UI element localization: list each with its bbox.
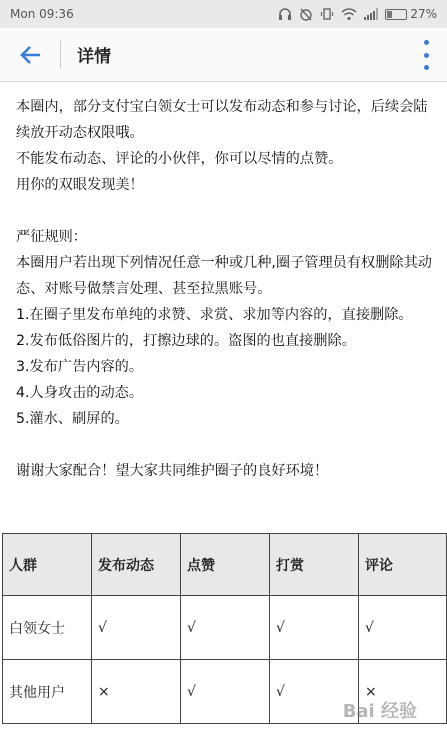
status-icons (278, 7, 437, 21)
rules-intro: 本圈用户若出现下列情况任意一种或几种,圈子管理员有权删除其动态、对账号做禁言处理、甚至拉黑账号。 (16, 255, 432, 297)
watermark: Bai 经验 (342, 701, 417, 722)
table-cell: √ (181, 660, 270, 724)
intro-line: 用你的双眼发现美！ (16, 177, 144, 193)
table-header: 打赏 (270, 534, 359, 596)
table-header: 发布动态 (92, 534, 181, 596)
table-row (3, 596, 447, 660)
arrow-left-icon (19, 45, 41, 65)
rule-item: 1.在圈子里发布单纯的求赞、求赏、求加等内容的，直接删除。 (16, 307, 413, 323)
more-options-button[interactable] (419, 40, 433, 70)
rule-item: 4.人身攻击的动态。 (16, 385, 144, 401)
table-header: 人群 (3, 534, 92, 596)
more-vert-icon (424, 40, 429, 45)
rule-item: 5.灌水、刷屏的。 (16, 411, 129, 427)
intro-line: 本圈内，部分支付宝白领女士可以发布动态和参与讨论，后续会陆续放开动态权限哦。 (16, 99, 428, 141)
back-button[interactable] (0, 28, 60, 82)
status-bar (0, 0, 447, 28)
rule-item: 3.发布广告内容的。 (16, 359, 144, 375)
table-cell: 其他用户 (3, 660, 92, 724)
table-cell: √ (270, 596, 359, 660)
table-cell: √ (359, 596, 447, 660)
wifi-icon (341, 8, 357, 21)
table-cell: × (359, 660, 447, 724)
alarm-off-icon (299, 7, 313, 21)
table-header-row (3, 534, 447, 596)
table-cell: 白领女士 (3, 596, 92, 660)
table-cell: √ (92, 596, 181, 660)
rule-item: 2.发布低俗图片的，打擦边球的。盗图的也直接删除。 (16, 333, 356, 349)
signal-icon (364, 8, 378, 20)
vibrate-icon (320, 7, 334, 21)
table-cell: √ (181, 596, 270, 660)
intro-line: 不能发布动态、评论的小伙伴，你可以尽情的点赞。 (16, 151, 343, 167)
permissions-table (2, 533, 447, 724)
app-bar-divider (60, 41, 61, 69)
post-content (0, 82, 447, 484)
rules-title: 严征规则： (16, 229, 87, 245)
table-header: 评论 (359, 534, 447, 596)
table-cell: √ (270, 660, 359, 724)
battery-indicator (385, 7, 437, 21)
battery-percent: 27% (410, 7, 437, 21)
table-cell: × (92, 660, 181, 724)
table-row (3, 660, 447, 724)
battery-icon (385, 9, 407, 20)
page-title: 详情 (77, 47, 111, 67)
table-header: 点赞 (181, 534, 270, 596)
status-time: Mon 09:36 (10, 7, 74, 21)
app-bar (0, 28, 447, 82)
headphones-icon (278, 7, 292, 21)
thanks-text: 谢谢大家配合！望大家共同维护圈子的良好环境！ (16, 463, 329, 479)
